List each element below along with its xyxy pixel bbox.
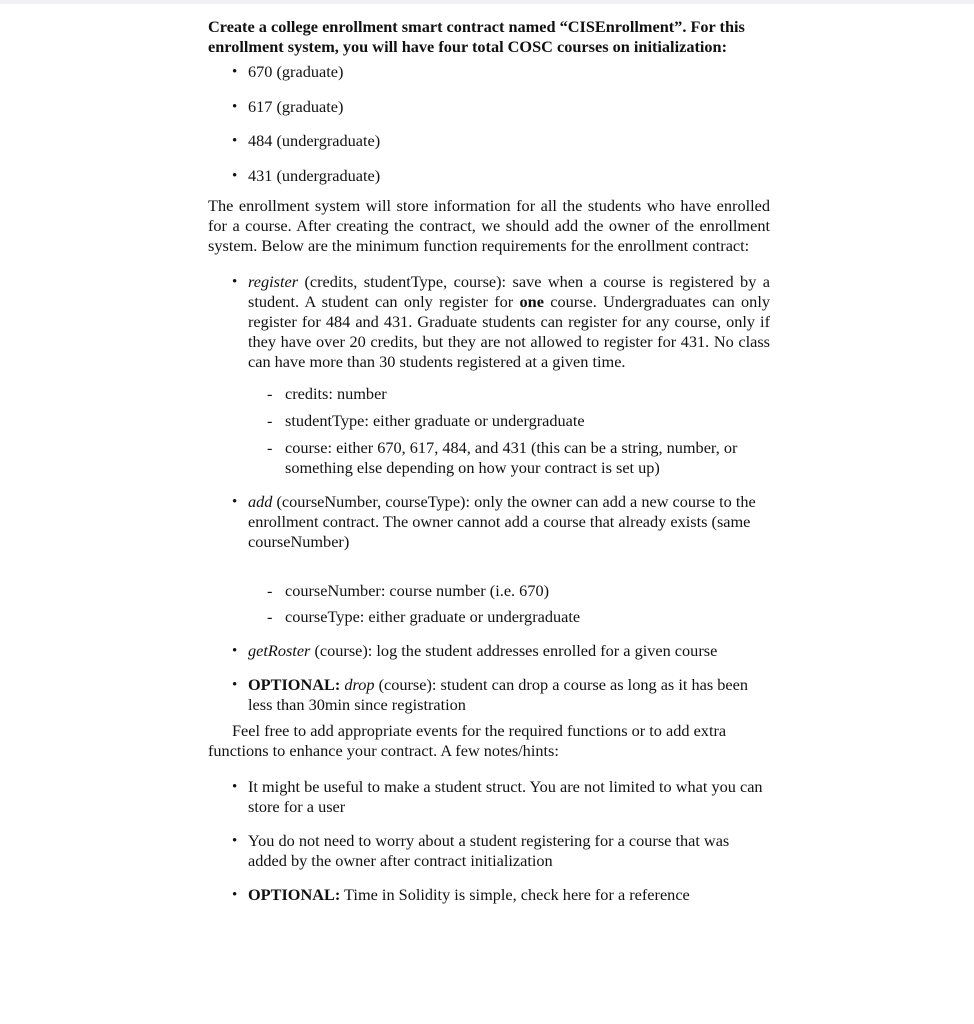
register-function-name: register (248, 271, 299, 291)
note-optional-label: OPTIONAL: (248, 885, 341, 905)
intro-paragraph: The enrollment system will store information for all the students who have enrolled for a course. After creating the contract, we should add the owner of the enrollment system. Below are the minimum function requirements for the enrollment contract: (208, 195, 770, 255)
register-params-list (248, 384, 770, 478)
add-description (248, 492, 770, 552)
register-param: - studentType: either graduate or undergraduate (285, 411, 770, 431)
note-item: • You do not need to worry about a student registering for a course that was added by the owner after contract initialization (248, 831, 770, 871)
register-desc-part2: course. Undergraduates can only register for 484 and 431. Graduate students can register for any course, only if they have over 20 credits, but they are not allowed to register for 431. No class can have more than 30 students registered at a given time. (248, 291, 770, 371)
drop-function-name: drop (344, 674, 375, 694)
notes-list (208, 777, 770, 905)
add-function-name: add (248, 491, 273, 511)
register-param: - credits: number (285, 384, 770, 404)
drop-optional-label: OPTIONAL: (248, 674, 341, 694)
note-optional-text: Time in Solidity is simple, check here for a reference (340, 885, 690, 905)
function-requirements-list (208, 272, 770, 715)
course-item: • 670 (graduate) (248, 62, 770, 82)
register-desc-part1: (credits, studentType, course): save when a course is registered by a student. A student can only register for (248, 271, 770, 311)
feel-free-paragraph: Feel free to add appropriate events for the required functions or to add extra functions to enhance your contract. A few notes/hints: (208, 720, 727, 760)
top-edge (0, 0, 974, 4)
register-requirement (248, 272, 770, 478)
add-requirement (248, 492, 770, 627)
add-param: - courseType: either graduate or undergraduate (285, 607, 770, 627)
course-item: • 484 (undergraduate) (248, 131, 770, 151)
course-list (208, 62, 770, 186)
drop-desc: (course): student can drop a course as long as it has been less than 30min since registration (248, 674, 748, 714)
register-emphasis: one (519, 291, 544, 311)
drop-requirement (248, 675, 770, 715)
getroster-function-name: getRoster (248, 640, 311, 660)
getroster-desc: (course): log the student addresses enrolled for a given course (310, 640, 718, 660)
getroster-requirement (248, 641, 770, 661)
document-page (208, 17, 770, 919)
course-item: • 617 (graduate) (248, 97, 770, 117)
add-params-list (248, 581, 770, 627)
note-item-optional (248, 885, 770, 905)
note-item: • It might be useful to make a student struct. You are not limited to what you can store for a user (248, 777, 770, 817)
course-item: • 431 (undergraduate) (248, 166, 770, 186)
register-param: - course: either 670, 617, 484, and 431 (this can be a string, number, or something else depending on how your contract is set up) (285, 438, 770, 478)
register-description (248, 272, 770, 372)
assignment-heading: Create a college enrollment smart contract named “CISEnrollment”. For this enrollment system, you will have four total COSC courses on initialization: (208, 17, 745, 56)
add-param: - courseNumber: course number (i.e. 670) (285, 581, 770, 601)
add-desc: (courseNumber, courseType): only the owner can add a new course to the enrollment contract. The owner cannot add a course that already exists (same courseNumber) (248, 491, 756, 551)
